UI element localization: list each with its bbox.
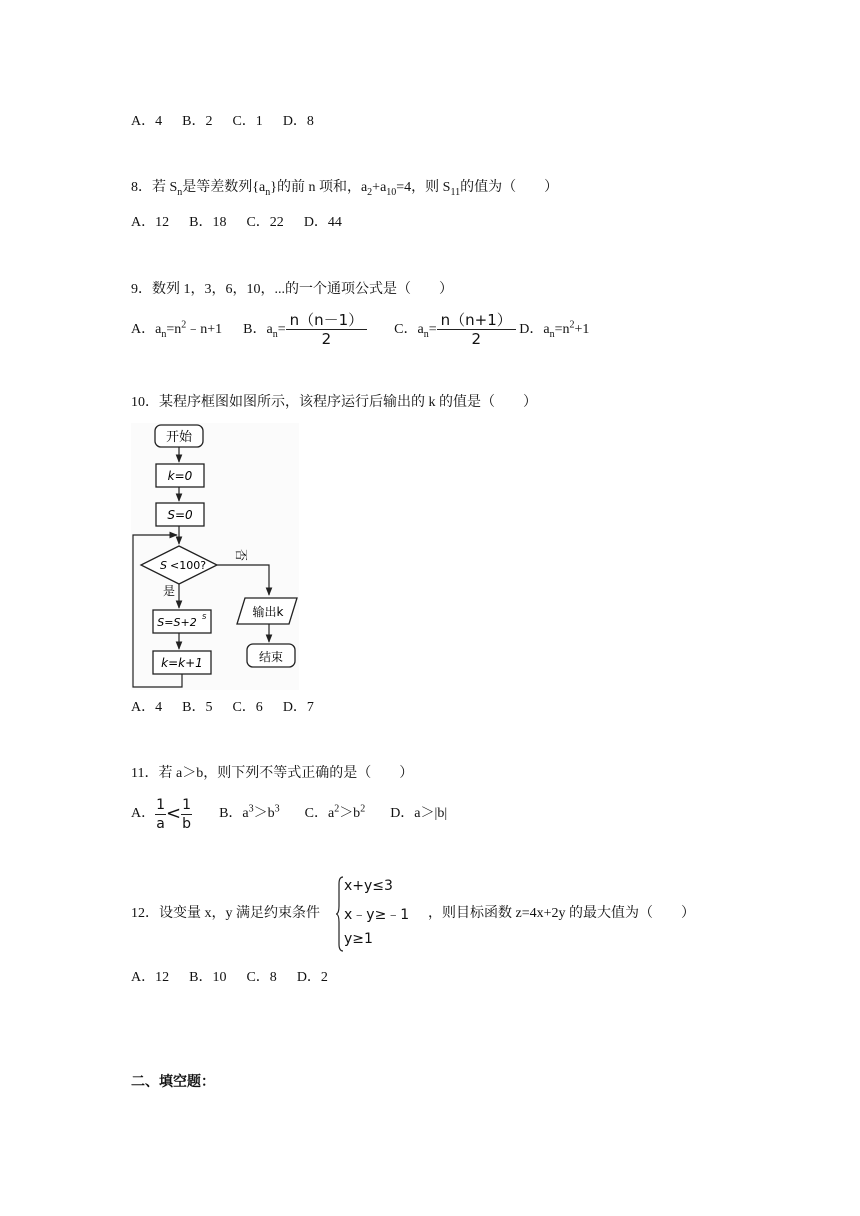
q7-option-b: B．2 (182, 114, 213, 129)
q12-constraint-system (336, 876, 428, 952)
flow-no-label: 否 (234, 549, 248, 562)
q12-stem-post: ，则目标函数 z=4x+2y 的最大值为（ ） (428, 906, 696, 921)
q10-options (131, 699, 334, 717)
q10-option-b: B．5 (182, 700, 213, 715)
flow-output-label: 输出k (252, 605, 284, 619)
flow-condition-s: S (160, 559, 167, 572)
q9-option-a: A．$a_n=n^2﹣n+1$ (131, 319, 223, 340)
q10-flowchart (131, 423, 299, 690)
q9-c-fraction: $\frac{n(n+1)}{2}$ (437, 311, 516, 348)
q8-options (131, 214, 362, 232)
q11-option-b: B．$a^3>b^3$ (219, 803, 280, 822)
q11-option-d: D．a＞|b| (390, 806, 448, 822)
q7-option-a: A．4 (131, 114, 163, 129)
q9-b-fraction: $\frac{n(n-1)}{2}$ (286, 311, 368, 348)
q12-option-a: A．12 (131, 970, 170, 985)
flow-condition-label: <100? (170, 559, 207, 572)
q12-stem-pre: 12．设变量 x，y 满足约束条件 (131, 906, 320, 921)
q9-option-c: C．$a_n=$ $\frac{n(n+1)}{2}$ (394, 322, 516, 337)
flow-end-label: 结束 (258, 650, 284, 664)
q12-constraint-2: x﹣y≥﹣1 (344, 907, 410, 923)
flow-update-s-sup: S (202, 613, 207, 621)
q7-option-d: D．8 (282, 114, 314, 129)
q10-option-a: A．4 (131, 700, 163, 715)
flow-update-k-label: k=k+1 (161, 656, 203, 670)
section-heading: 二、填空题： (131, 1074, 215, 1090)
flow-s0-label: S=0 (167, 508, 193, 522)
q7-options (131, 113, 334, 131)
q8-stem: 8．若 $S_n$是等差数列$\{a_n\}$的前 n 项和，$a_2+a_{10}=4$，则 $S_{11}$的值为（ ） (131, 180, 559, 198)
flow-start-label: 开始 (165, 430, 193, 445)
q8-option-a: A．12 (131, 215, 170, 230)
q12-option-b: B．10 (189, 970, 227, 985)
q11-option-c: C．$a^2>b^2$ (304, 803, 366, 822)
q11-stem: 11．若 a＞b，则下列不等式正确的是（ ） (131, 766, 414, 781)
q10-stem: 10．某程序框图如图所示，该程序运行后输出的 k 的值是（ ） (131, 395, 537, 410)
brace-icon (336, 876, 344, 952)
q8-option-b: B．18 (189, 215, 227, 230)
flow-yes-label: 是 (163, 584, 176, 598)
q7-option-c: C．1 (232, 114, 263, 129)
q9-options (131, 311, 589, 349)
q10-option-d: D．7 (282, 700, 314, 715)
q12-option-d: D．2 (296, 970, 328, 985)
q12-option-c: C．8 (246, 970, 277, 985)
q8-option-d: D．44 (303, 215, 342, 230)
flow-update-s-label: S=S+2 (157, 616, 197, 629)
q10-option-c: C．6 (232, 700, 263, 715)
q9-option-b: B．$a_n=$ $\frac{n(n-1)}{2}$ (243, 322, 367, 337)
q12-constraint-3: y≥1 (344, 931, 373, 947)
q8-option-c: C．22 (246, 215, 284, 230)
flow-k0-label: k=0 (167, 469, 193, 483)
q9-stem: 9．数列 1，3，6，10，...的一个通项公式是（ ） (131, 282, 453, 297)
q12-constraint-1: x+y≤3 (344, 878, 393, 894)
q11-options (131, 794, 447, 834)
q9-option-d: D．$a_n=n^2+1$ (519, 319, 590, 340)
q12-options (131, 969, 348, 987)
q11-option-a: A． $\frac{1}{a}$ < $\frac{1}{b}$ (131, 796, 192, 832)
